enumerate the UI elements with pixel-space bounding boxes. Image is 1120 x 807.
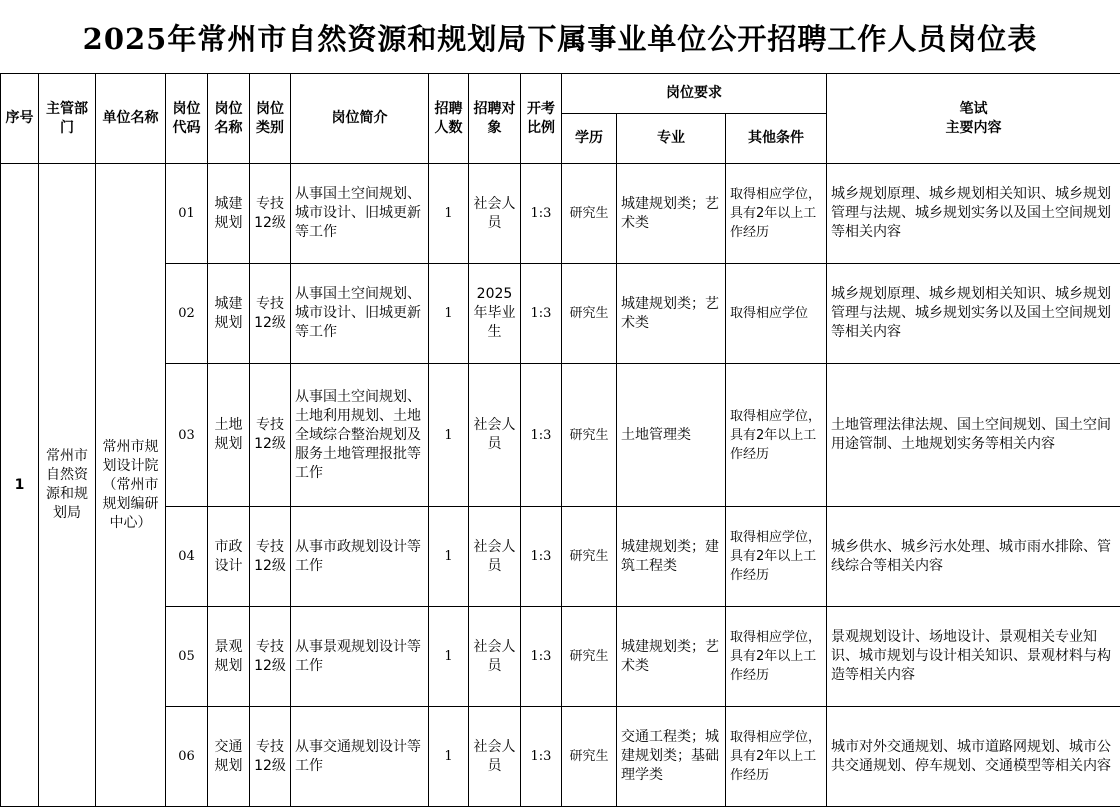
header-intro: 岗位简介 — [291, 74, 429, 164]
group-unit: 常州市规划设计院（常州市规划编研中心） — [96, 164, 166, 807]
cell-edu: 研究生 — [562, 507, 617, 607]
cell-code: 04 — [166, 507, 208, 607]
position-table — [0, 73, 1120, 807]
cell-other: 取得相应学位，具有2年以上工作经历 — [726, 164, 827, 264]
cell-exam: 土地管理法律法规、国土空间规划、国土空间用途管制、土地规划实务等相关内容 — [827, 364, 1120, 507]
header-edu: 学历 — [562, 114, 617, 164]
cell-target: 社会人员 — [469, 507, 521, 607]
cell-code: 05 — [166, 607, 208, 707]
table-row — [1, 164, 1120, 264]
cell-type: 专技12级 — [250, 364, 291, 507]
cell-ratio: 1:3 — [521, 264, 562, 364]
header-major: 专业 — [617, 114, 726, 164]
header-dept: 主管部门 — [39, 74, 96, 164]
cell-name: 市政设计 — [208, 507, 250, 607]
cell-exam: 景观规划设计、场地设计、景观相关专业知识、城市规划与设计相关知识、景观材料与构造等相关内容 — [827, 607, 1120, 707]
header-other: 其他条件 — [726, 114, 827, 164]
cell-code: 03 — [166, 364, 208, 507]
cell-count: 1 — [429, 707, 469, 807]
cell-other: 取得相应学位 — [726, 264, 827, 364]
header-code: 岗位代码 — [166, 74, 208, 164]
header-row-top — [1, 74, 1120, 114]
cell-intro: 从事国土空间规划、土地利用规划、土地全域综合整治规划及服务土地管理报批等工作 — [291, 364, 429, 507]
header-unit: 单位名称 — [96, 74, 166, 164]
header-target: 招聘对象 — [469, 74, 521, 164]
header-ratio: 开考比例 — [521, 74, 562, 164]
cell-name: 交通规划 — [208, 707, 250, 807]
cell-code: 01 — [166, 164, 208, 264]
cell-major: 城建规划类；艺术类 — [617, 264, 726, 364]
cell-target: 2025年毕业生 — [469, 264, 521, 364]
cell-count: 1 — [429, 507, 469, 607]
cell-edu: 研究生 — [562, 264, 617, 364]
cell-major: 交通工程类；城建规划类；基础理学类 — [617, 707, 726, 807]
cell-name: 城建规划 — [208, 164, 250, 264]
cell-ratio: 1:3 — [521, 607, 562, 707]
cell-target: 社会人员 — [469, 607, 521, 707]
group-dept: 常州市自然资源和规划局 — [39, 164, 96, 807]
cell-name: 城建规划 — [208, 264, 250, 364]
cell-exam: 城市对外交通规划、城市道路网规划、城市公共交通规划、停车规划、交通模型等相关内容 — [827, 707, 1120, 807]
cell-type: 专技12级 — [250, 607, 291, 707]
cell-target: 社会人员 — [469, 364, 521, 507]
cell-other: 取得相应学位，具有2年以上工作经历 — [726, 607, 827, 707]
cell-count: 1 — [429, 164, 469, 264]
header-exam: 笔试 主要内容 — [827, 74, 1120, 164]
cell-type: 专技12级 — [250, 164, 291, 264]
cell-intro: 从事国土空间规划、城市设计、旧城更新等工作 — [291, 264, 429, 364]
page-title: 2025年常州市自然资源和规划局下属事业单位公开招聘工作人员岗位表 — [0, 0, 1120, 74]
cell-exam: 城乡规划原理、城乡规划相关知识、城乡规划管理与法规、城乡规划实务以及国土空间规划等相关内容 — [827, 264, 1120, 364]
cell-other: 取得相应学位，具有2年以上工作经历 — [726, 707, 827, 807]
cell-major: 城建规划类；艺术类 — [617, 164, 726, 264]
header-requirements: 岗位要求 — [562, 74, 827, 114]
cell-ratio: 1:3 — [521, 364, 562, 507]
cell-code: 06 — [166, 707, 208, 807]
table-row — [1, 264, 1120, 364]
cell-major: 土地管理类 — [617, 364, 726, 507]
cell-major: 城建规划类；建筑工程类 — [617, 507, 726, 607]
cell-intro: 从事国土空间规划、城市设计、旧城更新等工作 — [291, 164, 429, 264]
cell-code: 02 — [166, 264, 208, 364]
cell-count: 1 — [429, 364, 469, 507]
cell-intro: 从事市政规划设计等工作 — [291, 507, 429, 607]
header-count: 招聘人数 — [429, 74, 469, 164]
table-row — [1, 607, 1120, 707]
table-row — [1, 507, 1120, 607]
cell-edu: 研究生 — [562, 164, 617, 264]
cell-other: 取得相应学位，具有2年以上工作经历 — [726, 364, 827, 507]
table-row — [1, 707, 1120, 807]
cell-target: 社会人员 — [469, 707, 521, 807]
cell-intro: 从事景观规划设计等工作 — [291, 607, 429, 707]
cell-type: 专技12级 — [250, 507, 291, 607]
cell-type: 专技12级 — [250, 707, 291, 807]
cell-type: 专技12级 — [250, 264, 291, 364]
table-row — [1, 364, 1120, 507]
cell-other: 取得相应学位，具有2年以上工作经历 — [726, 507, 827, 607]
cell-edu: 研究生 — [562, 364, 617, 507]
group-seq: 1 — [1, 164, 39, 807]
cell-edu: 研究生 — [562, 707, 617, 807]
cell-exam: 城乡规划原理、城乡规划相关知识、城乡规划管理与法规、城乡规划实务以及国土空间规划等相关内容 — [827, 164, 1120, 264]
cell-ratio: 1:3 — [521, 164, 562, 264]
cell-edu: 研究生 — [562, 607, 617, 707]
cell-target: 社会人员 — [469, 164, 521, 264]
cell-name: 土地规划 — [208, 364, 250, 507]
cell-name: 景观规划 — [208, 607, 250, 707]
header-seq: 序号 — [1, 74, 39, 164]
cell-ratio: 1:3 — [521, 707, 562, 807]
cell-count: 1 — [429, 607, 469, 707]
header-type: 岗位类别 — [250, 74, 291, 164]
cell-major: 城建规划类；艺术类 — [617, 607, 726, 707]
cell-count: 1 — [429, 264, 469, 364]
cell-ratio: 1:3 — [521, 507, 562, 607]
cell-exam: 城乡供水、城乡污水处理、城市雨水排除、管线综合等相关内容 — [827, 507, 1120, 607]
header-name: 岗位名称 — [208, 74, 250, 164]
cell-intro: 从事交通规划设计等工作 — [291, 707, 429, 807]
